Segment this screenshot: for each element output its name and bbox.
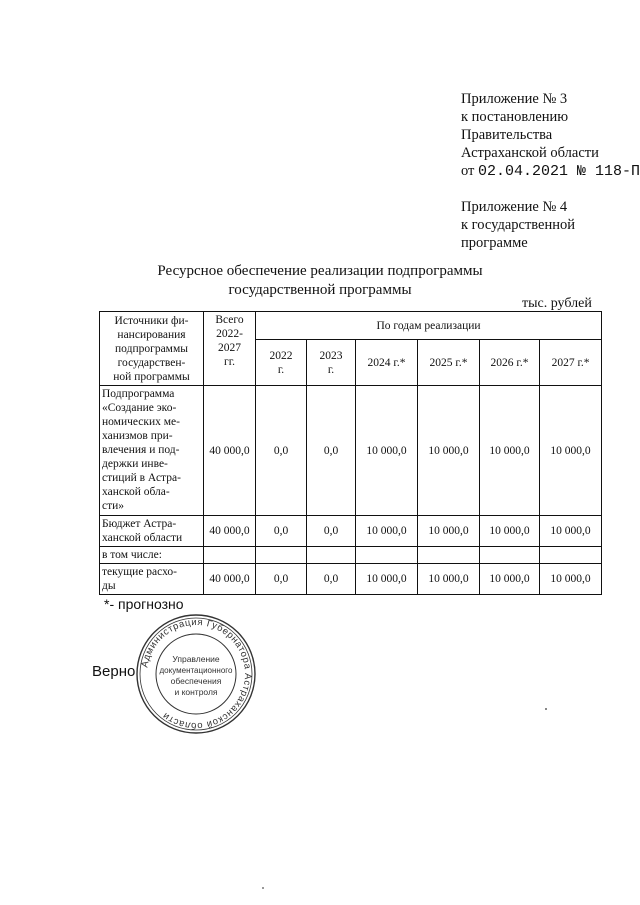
appendix-4-block	[461, 198, 575, 252]
seal-ring-text: Администрация Губернатора Астраханской области	[139, 616, 254, 732]
header-total: Всего 2022- 2027 гг.	[204, 312, 256, 386]
cell-value: 0,0	[307, 516, 356, 547]
title-line-2: государственной программы	[228, 282, 412, 298]
cell-value	[418, 547, 480, 564]
appendix-3-line: к постановлению	[461, 109, 569, 125]
cell-value: 10 000,0	[540, 386, 602, 516]
round-seal-stamp	[134, 612, 258, 736]
row-source: Бюджет Астра- ханской области	[100, 516, 204, 547]
date-value: 02.04.2021 № 118-П	[478, 163, 640, 180]
header-year: 2026 г.*	[480, 340, 540, 386]
appendix-3-line: Астраханской области	[461, 145, 599, 161]
appendix-3-line: Правительства	[461, 127, 553, 143]
table-row	[100, 564, 602, 595]
cell-total: 40 000,0	[204, 564, 256, 595]
cell-value: 10 000,0	[418, 386, 480, 516]
cell-total: 40 000,0	[204, 516, 256, 547]
scan-speck	[545, 708, 547, 710]
date-prefix: от	[461, 163, 475, 179]
cell-value: 0,0	[256, 564, 307, 595]
cell-value	[540, 547, 602, 564]
cell-value: 10 000,0	[480, 564, 540, 595]
cell-value	[480, 547, 540, 564]
header-year: 2022 г.	[256, 340, 307, 386]
table-row	[100, 386, 602, 516]
units-label: тыс. рублей	[522, 296, 592, 311]
cell-value: 10 000,0	[356, 564, 418, 595]
seal-center-line: Управление	[172, 654, 220, 664]
cell-value: 10 000,0	[540, 564, 602, 595]
appendix-4-line: программе	[461, 235, 528, 251]
cell-value	[307, 547, 356, 564]
title-line-1: Ресурсное обеспечение реализации подпрограммы	[157, 263, 483, 279]
cell-value: 10 000,0	[418, 564, 480, 595]
table-row	[100, 547, 602, 564]
row-source: Подпрограмма «Создание эко- номических ме- ханизмов при- влечения и под- держки инве- стиций в Астра- ханской обла- сти»	[100, 386, 204, 516]
row-source: текущие расхо- ды	[100, 564, 204, 595]
cell-value: 10 000,0	[480, 386, 540, 516]
seal-center-line: документационного	[159, 666, 233, 675]
cell-value: 0,0	[307, 386, 356, 516]
row-source: в том числе:	[100, 547, 204, 564]
appendix-4-line: Приложение № 4	[461, 199, 568, 215]
header-source: Источники фи- нансирования подпрограммы государствен- ной программы	[100, 312, 204, 386]
header-year: 2023 г.	[307, 340, 356, 386]
seal-center-line: и контроля	[174, 687, 218, 697]
appendix-3-date	[461, 162, 640, 181]
cell-value	[256, 547, 307, 564]
verno-label: Верно	[92, 663, 136, 680]
cell-value: 10 000,0	[356, 516, 418, 547]
appendix-3-line: Приложение № 3	[461, 91, 568, 107]
table-row	[100, 516, 602, 547]
appendix-4-line: к государственной	[461, 217, 576, 233]
header-year: 2025 г.*	[418, 340, 480, 386]
appendix-3-block	[461, 90, 640, 181]
cell-value: 10 000,0	[356, 386, 418, 516]
cell-value: 0,0	[307, 564, 356, 595]
seal-center-line: обеспечения	[170, 676, 222, 686]
scan-speck	[262, 887, 264, 889]
cell-total: 40 000,0	[204, 386, 256, 516]
cell-value: 10 000,0	[540, 516, 602, 547]
cell-value	[356, 547, 418, 564]
resource-table	[99, 311, 602, 595]
cell-total	[204, 547, 256, 564]
header-by-years: По годам реализации	[256, 312, 602, 340]
header-year: 2027 г.*	[540, 340, 602, 386]
cell-value: 0,0	[256, 516, 307, 547]
cell-value: 10 000,0	[480, 516, 540, 547]
cell-value: 10 000,0	[418, 516, 480, 547]
cell-value: 0,0	[256, 386, 307, 516]
header-year: 2024 г.*	[356, 340, 418, 386]
document-title	[40, 262, 600, 300]
forecast-footnote: *- прогнозно	[104, 596, 184, 612]
